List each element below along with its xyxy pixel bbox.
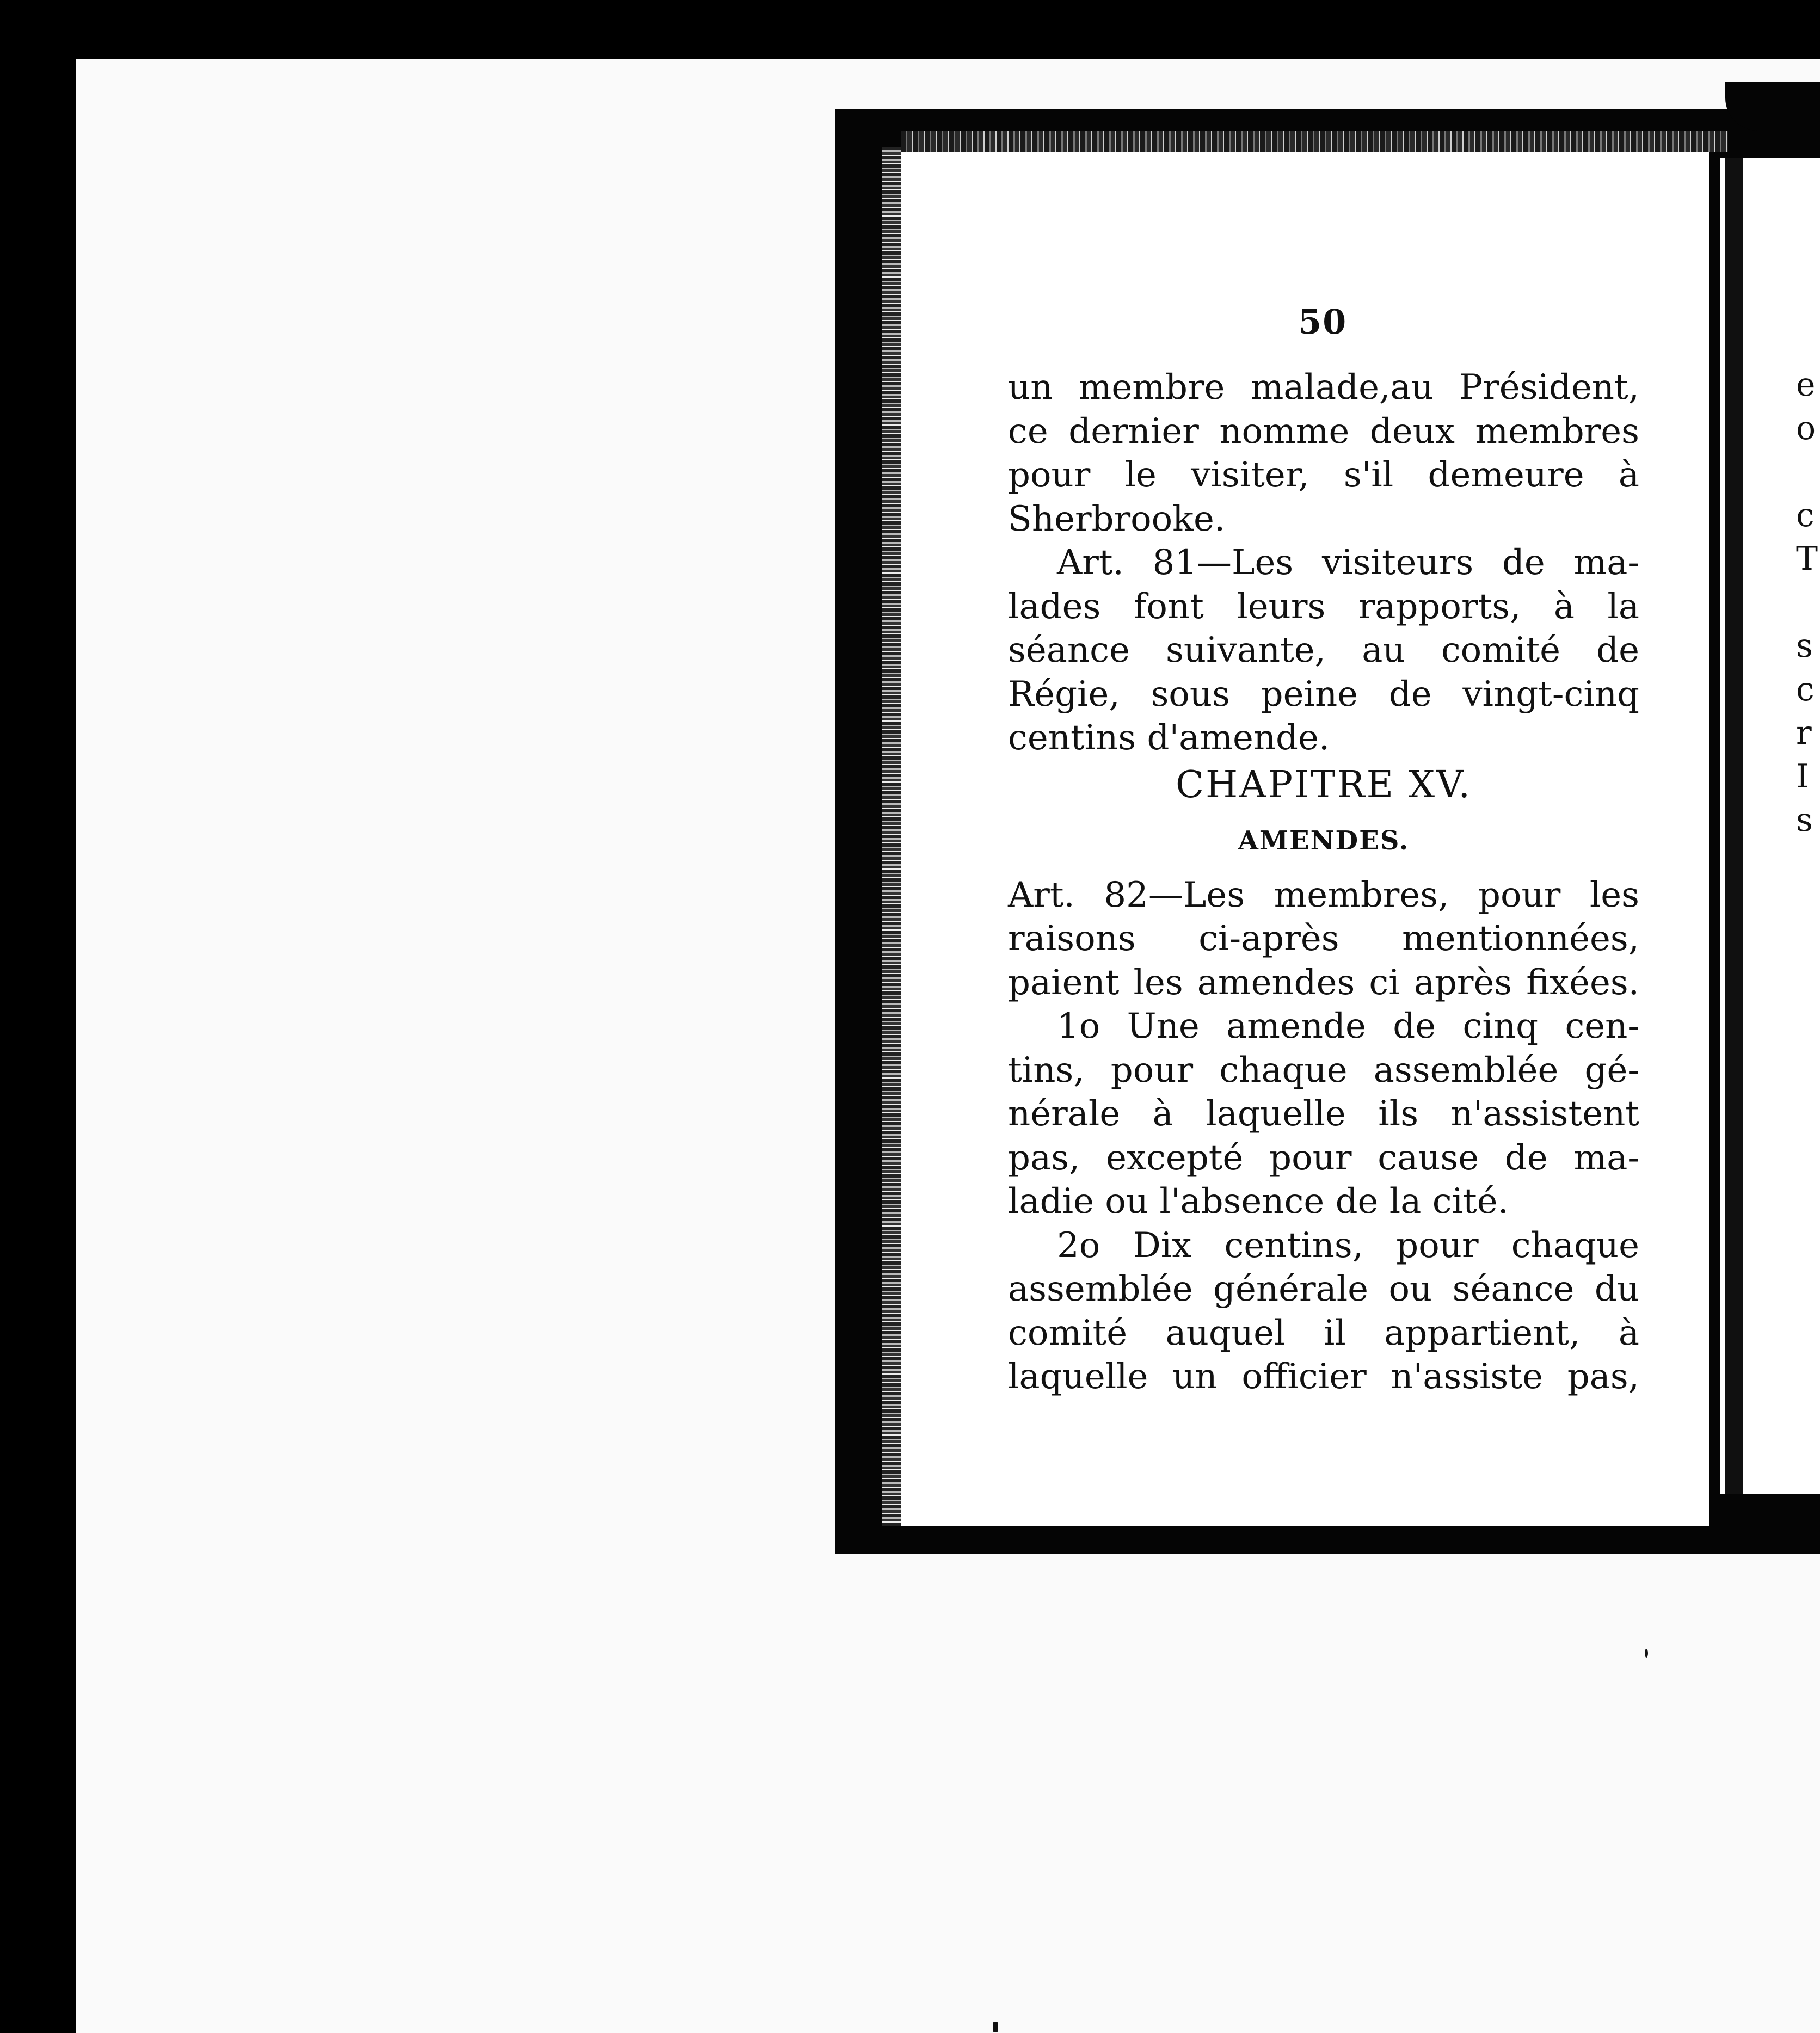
text-line: nérale à laquelle ils n'assistent — [1008, 1094, 1639, 1134]
scan-speck — [993, 2022, 998, 2032]
scan-speck — [1645, 1649, 1648, 1658]
text-line: lades font leurs rapports, à la — [1008, 586, 1639, 627]
text-line: centins d'amende. — [1008, 718, 1330, 758]
text-line: paient les amendes ci après fixées. — [1008, 962, 1639, 1003]
text-line: pas, excepté pour cause de ma- — [1008, 1137, 1639, 1178]
text-line: Art. 81—Les visiteurs de ma- — [1057, 543, 1639, 583]
text-line: ce dernier nomme deux membres — [1008, 411, 1639, 452]
paragraph — [1008, 366, 1639, 541]
text-line: pour le visiter, s'il demeure à — [1008, 455, 1639, 495]
text-line: Art. 82—Les membres, pour les — [1008, 874, 1639, 915]
adjacent-page-fragment: T — [1796, 540, 1818, 578]
adjacent-page-fragment: s — [1796, 801, 1813, 839]
text-line: 2o Dix centins, pour chaque — [1057, 1225, 1639, 1266]
page-left-edge — [882, 147, 901, 1526]
text-line: ladie ou l'absence de la cité. — [1008, 1181, 1509, 1222]
adjacent-page-fragment: r — [1796, 714, 1812, 752]
page-gutter — [1720, 158, 1754, 1494]
text-line: comité auquel il appartient, à — [1008, 1313, 1639, 1353]
text-line: raisons ci-après mentionnées, — [1008, 919, 1639, 959]
section-title: AMENDES. — [1238, 825, 1410, 856]
adjacent-page-fragment: c — [1796, 670, 1815, 709]
adjacent-page-fragment: e — [1796, 366, 1816, 404]
text-line: laquelle un officier n'assiste pas, — [1008, 1357, 1639, 1397]
text-line: Régie, sous peine de vingt-cinq — [1008, 674, 1639, 714]
page-top-edge — [901, 131, 1728, 152]
text-line: assemblée générale ou séance du — [1008, 1269, 1639, 1309]
adjacent-page-fragment: c — [1796, 496, 1815, 534]
text-line: Sherbrooke. — [1008, 498, 1226, 539]
text-line: séance suivante, au comité de — [1008, 630, 1639, 670]
adjacent-page-fragment: I — [1796, 757, 1809, 796]
paragraph — [1008, 873, 1639, 1005]
adjacent-page-fragment: o — [1796, 409, 1816, 447]
paragraph — [1008, 541, 1639, 760]
page-text — [1008, 366, 1639, 1399]
paragraph — [1008, 1224, 1639, 1399]
text-line: tins, pour chaque assemblée gé- — [1008, 1050, 1639, 1091]
text-line: un membre malade,au Président, — [1008, 367, 1639, 408]
text-line: 1o Une amende de cinq cen- — [1057, 1006, 1639, 1046]
chapter-title: CHAPITRE XV. — [1175, 763, 1472, 806]
adjacent-page-fragment: s — [1796, 627, 1813, 665]
frame-notch — [1725, 82, 1820, 131]
paragraph — [1008, 1005, 1639, 1224]
page-number: 50 — [1298, 302, 1348, 342]
